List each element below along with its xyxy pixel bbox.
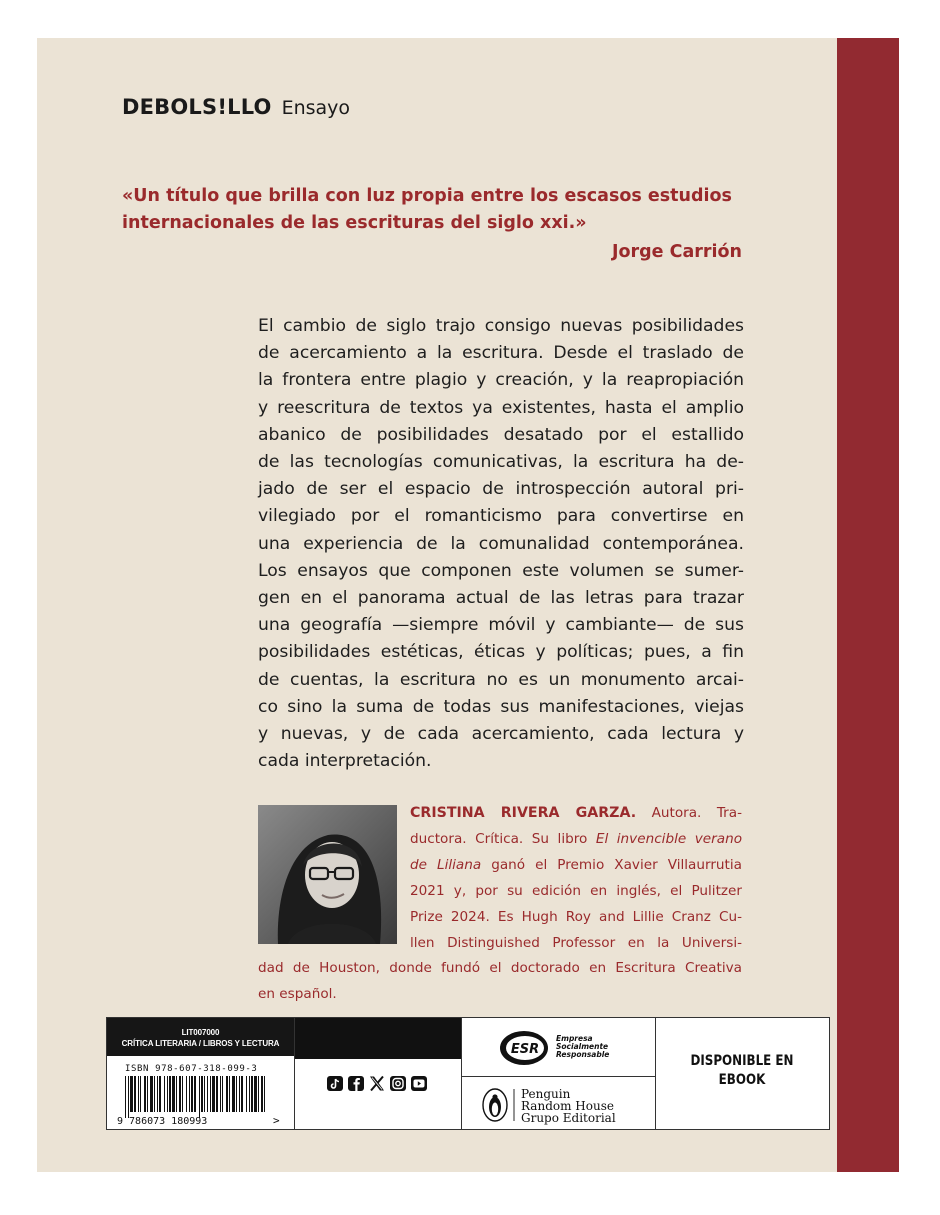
cover-footer <box>106 1017 830 1130</box>
synopsis-line: co sino la suma de todas sus manifestaciones, viejas <box>258 696 744 717</box>
author-photo <box>258 805 397 944</box>
bio-line: de Liliana ganó el Premio Xavier Villaurrutia <box>410 857 742 873</box>
bisac-label: LIT007000 CRÍTICA LITERARIA / LIBROS Y LECTURA <box>107 1018 294 1056</box>
synopsis-line: y reescritura de textos ya existentes, hasta el amplio <box>258 397 744 418</box>
bio-line: llen Distinguished Professor en la Universi- <box>410 935 742 951</box>
social-icons <box>326 1075 428 1092</box>
synopsis-text <box>258 313 744 775</box>
spine-edge <box>837 38 899 1172</box>
synopsis-line: de las tecnologías comunicativas, la escritura ha de- <box>258 452 744 473</box>
svg-text:Empresa: Empresa <box>556 1034 593 1043</box>
barcode-panel <box>107 1018 295 1129</box>
synopsis-line: posibilidades estéticas, éticas y políticas; pues, a fin <box>258 642 744 663</box>
tiktok-icon[interactable] <box>326 1075 344 1092</box>
book-title: de Liliana <box>410 857 482 873</box>
quote-author: Jorge Carrión <box>611 242 742 262</box>
book-title: El invencible verano <box>595 831 743 847</box>
synopsis-line: abanico de posibilidades desatado por el estallido <box>258 424 744 445</box>
bio-line: dad de Houston, donde fundó el doctorado en Escritura Creativa <box>258 960 742 976</box>
svg-text:Responsable: Responsable <box>556 1050 610 1059</box>
svg-text:ESR: ESR <box>510 1042 540 1057</box>
synopsis-line: jado de ser el espacio de introspección autoral pri- <box>258 479 744 500</box>
blurb-quote <box>122 183 742 237</box>
synopsis-line: vilegiado por el romanticismo para convertirse en <box>258 506 744 527</box>
author-bio <box>410 800 742 956</box>
publisher-brand <box>122 95 350 123</box>
penguin-random-house-logo <box>480 1083 650 1127</box>
isbn-barcode <box>115 1076 287 1126</box>
author-bio-continued <box>258 955 742 1007</box>
svg-text:>: > <box>273 1114 280 1126</box>
synopsis-line: una experiencia de la comunalidad contemporánea. <box>258 533 744 554</box>
esr-logo <box>498 1026 628 1070</box>
isbn-text: ISBN 978-607-318-099-3 <box>125 1064 258 1074</box>
youtube-icon[interactable] <box>410 1075 428 1092</box>
bio-line: en español. <box>258 986 337 1002</box>
synopsis-line: una geografía —siempre móvil y cambiante— de sus <box>258 615 744 636</box>
synopsis-line: de acercamiento a la escritura. Desde el traslado de <box>258 343 744 364</box>
logos-panel <box>462 1018 656 1129</box>
bio-line: CRISTINA RIVERA GARZA. Autora. Tra- <box>410 805 742 821</box>
synopsis-line: y nuevas, y de cada acercamiento, cada lectura y <box>258 724 744 745</box>
ebook-panel <box>656 1018 829 1129</box>
svg-text:Socialmente: Socialmente <box>556 1042 609 1051</box>
synopsis-line: Los ensayos que componen este volumen se sumer- <box>258 560 744 581</box>
synopsis-line: la frontera entre plagio y creación, y la reapropiación <box>258 370 744 391</box>
ebook-availability: DISPONIBLE EN EBOOK <box>690 1053 794 1088</box>
social-panel <box>295 1018 462 1129</box>
facebook-icon[interactable] <box>347 1075 365 1092</box>
bio-line: 2021 y, por su edición en inglés, el Pulitzer <box>410 883 742 899</box>
social-bar <box>295 1018 461 1059</box>
quote-line: «Un título que brilla con luz propia entre los escasos estudios <box>122 186 732 206</box>
instagram-icon[interactable] <box>389 1075 407 1092</box>
barcode-digits: 9 786073 180993 <box>117 1116 208 1126</box>
synopsis-line: gen en el panorama actual de las letras para trazar <box>258 588 744 609</box>
quote-line: internacionales de las escrituras del siglo xxi.» <box>122 213 587 233</box>
synopsis-line: de cuentas, la escritura no es un monumento arcai- <box>258 669 744 690</box>
bio-line: Prize 2024. Es Hugh Roy and Lillie Cranz Cu- <box>410 909 742 925</box>
svg-text:Penguin: Penguin <box>521 1087 571 1101</box>
x-icon[interactable] <box>368 1075 386 1092</box>
author-name: CRISTINA RIVERA GARZA. <box>410 805 637 821</box>
collection-name: Ensayo <box>281 97 351 119</box>
svg-text:Random House: Random House <box>521 1099 614 1113</box>
svg-text:Grupo Editorial: Grupo Editorial <box>521 1111 616 1125</box>
brand-name: DEBOLS!LLO <box>122 95 272 119</box>
bio-line: ductora. Crítica. Su libro El invencible verano <box>410 831 743 847</box>
synopsis-line: El cambio de siglo trajo consigo nuevas posibilidades <box>258 316 744 336</box>
logos-divider <box>462 1076 655 1077</box>
synopsis-line: cada interpretación. <box>258 751 432 772</box>
